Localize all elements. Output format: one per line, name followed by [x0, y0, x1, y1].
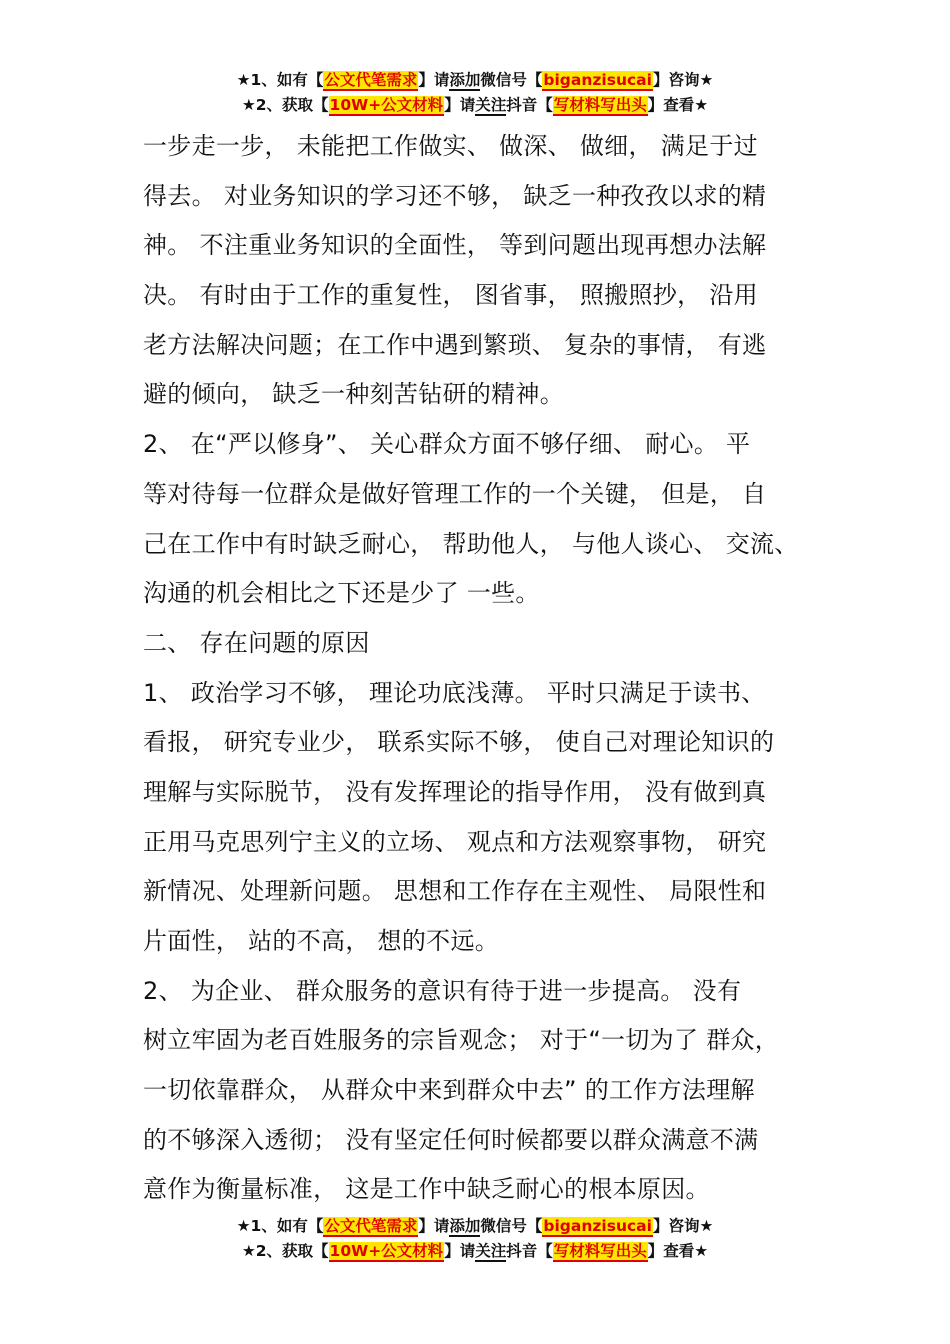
banner-text: 】请	[418, 1217, 450, 1235]
banner-text: ★1、如有【	[236, 71, 324, 89]
header-banner	[0, 68, 950, 118]
banner-line-1	[0, 68, 950, 93]
banner-line-1	[0, 1214, 950, 1239]
document-body	[143, 122, 843, 1215]
douyin-highlight: 写材料写出头	[553, 1242, 647, 1260]
banner-text: 】请	[444, 96, 476, 114]
text-line: 树立牢固为老百姓服务的宗旨观念； 对于“一切为了 群众，	[143, 1026, 780, 1055]
banner-highlight: 公文代笔需求	[324, 1217, 418, 1235]
banner-underline: 添加	[449, 1217, 481, 1235]
text-line: 看报， 研究专业少， 联系实际不够， 使自己对理论知识的	[143, 728, 775, 757]
banner-text: ★2、获取【	[241, 96, 329, 114]
banner-text: 】咨询★	[652, 71, 714, 89]
text-line: 一步走一步， 未能把工作做实、 做深、 做细， 满足于过	[143, 132, 758, 160]
text-line: 意作为衡量标准， 这是工作中缺乏耐心的根本原因。	[143, 1175, 710, 1204]
text-line: 沟通的机会相比之下还是少了 一些。	[143, 579, 540, 608]
text-line: 得去。 对业务知识的学习还不够， 缺乏一种孜孜以求的精	[143, 181, 767, 210]
banner-text: 】查看★	[647, 1242, 709, 1260]
text-line: 神。 不注重业务知识的全面性， 等到问题出现再想办法解	[143, 231, 767, 260]
banner-underline: 关注	[475, 96, 507, 114]
wechat-id-highlight: biganzisucai	[543, 1217, 652, 1235]
banner-highlight: 10W+公文材料	[329, 96, 444, 114]
banner-highlight: 10W+公文材料	[329, 1242, 444, 1260]
banner-text: 】查看★	[647, 96, 709, 114]
section-heading: 二、 存在问题的原因	[143, 628, 370, 657]
text-line: 正用马克思列宁主义的立场、 观点和方法观察事物， 研究	[143, 827, 767, 856]
wechat-id-highlight: biganzisucai	[543, 71, 652, 89]
banner-line-2	[0, 93, 950, 118]
text-line: 避的倾向， 缺乏一种刻苦钻研的精神。	[143, 380, 565, 409]
banner-text: 抖音【	[506, 1242, 553, 1260]
banner-text: 】请	[418, 71, 450, 89]
text-line: 老方法解决问题；在工作中遇到繁琐、 复杂的事情， 有逃	[143, 330, 767, 359]
text-line: 己在工作中有时缺乏耐心， 帮助他人， 与他人谈心、 交流、	[143, 529, 799, 558]
text-line: 新情况、处理新问题。 思想和工作存在主观性、 局限性和	[143, 877, 767, 906]
text-line: 1、 政治学习不够， 理论功底浅薄。 平时只满足于读书、	[143, 678, 766, 707]
banner-text: ★2、获取【	[241, 1242, 329, 1260]
banner-text: 微信号【	[480, 1217, 543, 1235]
banner-highlight: 公文代笔需求	[324, 71, 418, 89]
text-line: 的不够深入透彻； 没有坚定任何时候都要以群众满意不满	[143, 1125, 759, 1154]
douyin-highlight: 写材料写出头	[553, 96, 647, 114]
text-line: 片面性， 站的不高， 想的不远。	[143, 927, 500, 955]
text-line: 等对待每一位群众是做好管理工作的一个关键， 但是， 自	[143, 479, 767, 508]
banner-line-2	[0, 1239, 950, 1264]
text-line: 2、 为企业、 群众服务的意识有待于进一步提高。 没有	[143, 976, 742, 1005]
text-line: 决。 有时由于工作的重复性， 图省事， 照搬照抄， 沿用	[143, 281, 758, 310]
banner-underline: 添加	[449, 71, 481, 89]
text-line: 理解与实际脱节， 没有发挥理论的指导作用， 没有做到真	[143, 777, 767, 806]
text-line: 一切依靠群众， 从群众中来到群众中去” 的工作方法理解	[143, 1076, 755, 1105]
banner-text: 】咨询★	[652, 1217, 714, 1235]
text-line: 2、 在“严以修身”、 关心群众方面不够仔细、 耐心。 平	[143, 430, 751, 459]
footer-banner	[0, 1214, 950, 1264]
banner-text: ★1、如有【	[236, 1217, 324, 1235]
banner-text: 】请	[444, 1242, 476, 1260]
banner-underline: 关注	[475, 1242, 507, 1260]
banner-text: 抖音【	[506, 96, 553, 114]
banner-text: 微信号【	[480, 71, 543, 89]
